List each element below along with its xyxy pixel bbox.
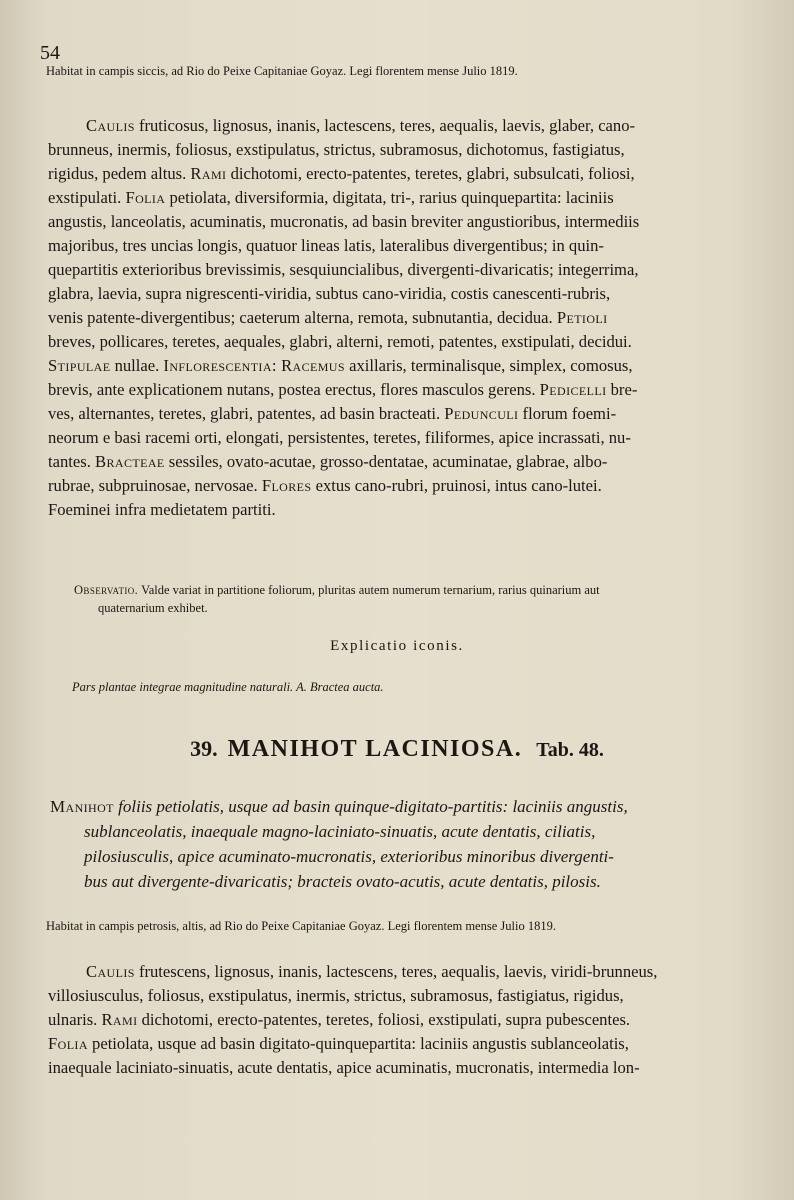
text-run: rigidus, pedem altus. bbox=[48, 164, 191, 183]
text-run: breves, pollicares, teretes, aequales, glabri, alterni, remoti, patentes, exstipulati, decidui. bbox=[48, 332, 632, 351]
text-run: brevis, ante explicationem nutans, postea erectus, flores masculos gerens. bbox=[48, 380, 540, 399]
small-caps-term: Inflorescentia: bbox=[163, 356, 277, 375]
explicatio-text: Pars plantae integrae magnitudine naturali. A. Bractea aucta. bbox=[72, 680, 384, 694]
text-run: tantes. bbox=[48, 452, 96, 471]
small-caps-term: Petioli bbox=[556, 308, 608, 327]
text-run: axillaris, terminalisque, simplex, comosus, bbox=[344, 356, 633, 375]
plate-reference: Tab. 48. bbox=[536, 739, 604, 761]
small-caps-term: Caulis bbox=[86, 962, 135, 981]
text-line bbox=[48, 498, 764, 522]
small-caps-term: Flores bbox=[261, 476, 312, 495]
text-run: ulnaris. bbox=[48, 1010, 102, 1029]
small-caps-term: Rami bbox=[190, 164, 227, 183]
text-line bbox=[48, 450, 764, 474]
text-line bbox=[48, 1032, 764, 1056]
text-line bbox=[48, 234, 764, 258]
text-run: neorum e basi racemi orti, elongati, persistentes, teretes, filiformes, apice incrassati, nu- bbox=[48, 428, 631, 447]
habitat-note-1: Habitat in campis siccis, ad Rio do Peixe Capitaniae Goyaz. Legi florentem mense Julio 1819. bbox=[46, 64, 518, 78]
text-run: quepartitis exterioribus brevissimis, sesquiuncialibus, divergenti-divaricatis; integerrima, bbox=[48, 260, 639, 279]
description-paragraph-2 bbox=[48, 960, 764, 1080]
text-line bbox=[48, 1056, 764, 1080]
text-run: fruticosus, lignosus, inanis, lactescens, teres, aequalis, laevis, glaber, cano- bbox=[134, 116, 636, 135]
text-run: petiolata, usque ad basin digitato-quinquepartita: laciniis angustis sublanceolatis, bbox=[87, 1034, 629, 1053]
text-line bbox=[48, 114, 764, 138]
text-run: venis patente-divergentibus; caeterum alterna, remota, subnutantia, decidua. bbox=[48, 308, 557, 327]
text-run: bre- bbox=[606, 380, 638, 399]
small-caps-term: Pedunculi bbox=[444, 404, 519, 423]
text-line bbox=[48, 984, 764, 1008]
text-run: sessiles, ovato-acutae, grosso-dentatae, acuminatae, glabrae, albo- bbox=[164, 452, 608, 471]
diagnosis-line: sublanceolatis, inaequale magno-laciniato-sinuatis, acute dentatis, ciliatis, bbox=[84, 822, 596, 841]
text-line bbox=[48, 282, 764, 306]
text-line bbox=[48, 210, 764, 234]
text-run: dichotomi, erecto-patentes, teretes, glabri, subsulcati, foliosi, bbox=[226, 164, 635, 183]
text-run: brunneus, inermis, foliosus, exstipulatus, strictus, subramosus, dichotomus, fastigiatus, bbox=[48, 140, 625, 159]
explicatio-heading: Explicatio iconis. bbox=[330, 638, 464, 654]
small-caps-term: Racemus bbox=[281, 356, 345, 375]
text-run: majoribus, tres uncias longis, quatuor lineas latis, lateralibus divergentibus; in quin- bbox=[48, 236, 604, 255]
small-caps-term: Folia bbox=[48, 1034, 88, 1053]
observatio-text-line-1: Valde variat in partitione foliorum, pluritas autem numerum ternarium, rarius quinarium aut bbox=[138, 583, 600, 597]
small-caps-term: Stipulae bbox=[48, 356, 111, 375]
text-run: Foeminei infra medietatem partiti. bbox=[48, 500, 276, 519]
text-line bbox=[48, 162, 764, 186]
text-run: rubrae, subpruinosae, nervosae. bbox=[48, 476, 262, 495]
observatio-label: Observatio. bbox=[74, 583, 139, 597]
diagnosis-genus: Manihot bbox=[50, 797, 114, 816]
observatio-note bbox=[74, 581, 764, 617]
species-diagnosis bbox=[50, 794, 760, 894]
small-caps-term: Caulis bbox=[86, 116, 135, 135]
text-run: nullae. bbox=[110, 356, 164, 375]
text-run: glabra, laevia, supra nigrescenti-viridia, subtus cano-viridia, costis canescenti-rubris, bbox=[48, 284, 611, 303]
text-run: petiolata, diversiformia, digitata, tri-, rarius quinquepartita: laciniis bbox=[165, 188, 614, 207]
diagnosis-line: bus aut divergente-divaricatis; bracteis ovato-acutis, acute dentatis, pilosis. bbox=[84, 872, 601, 891]
small-caps-term: Folia bbox=[125, 188, 166, 207]
species-number: 39. bbox=[190, 736, 218, 761]
text-line bbox=[48, 306, 764, 330]
small-caps-term: Pedicelli bbox=[539, 380, 607, 399]
text-run: exstipulati. bbox=[48, 188, 126, 207]
page-number: 54 bbox=[40, 42, 60, 64]
text-line bbox=[48, 474, 764, 498]
text-line bbox=[48, 354, 764, 378]
small-caps-term: Rami bbox=[101, 1010, 138, 1029]
text-line bbox=[48, 138, 764, 162]
text-run: frutescens, lignosus, inanis, lactescens, teres, aequalis, laevis, viridi-brunneus, bbox=[134, 962, 658, 981]
text-line bbox=[48, 330, 764, 354]
habitat-note-2: Habitat in campis petrosis, altis, ad Rio do Peixe Capitaniae Goyaz. Legi florentem mense Julio 1819. bbox=[46, 919, 556, 933]
diagnosis-line: pilosiusculis, apice acuminato-mucronatis, exterioribus minoribus divergenti- bbox=[84, 847, 614, 866]
text-line bbox=[48, 258, 764, 282]
text-run: angustis, lanceolatis, acuminatis, mucronatis, ad basin breviter angustioribus, intermediis bbox=[48, 212, 640, 231]
diagnosis-line: foliis petiolatis, usque ad basin quinque-digitato-partitis: laciniis angustis, bbox=[113, 797, 628, 816]
text-run: villosiusculus, foliosus, exstipulatus, inermis, strictus, subramosus, fastigiatus, rigidus, bbox=[48, 986, 624, 1005]
text-run: inaequale laciniato-sinuatis, acute dentatis, apice acuminatis, mucronatis, intermedia lon- bbox=[48, 1058, 640, 1077]
text-run: dichotomi, erecto-patentes, teretes, foliosi, exstipulati, supra pubescentes. bbox=[137, 1010, 631, 1029]
text-line bbox=[48, 426, 764, 450]
species-heading bbox=[0, 736, 794, 763]
text-line bbox=[48, 378, 764, 402]
description-paragraph-1 bbox=[48, 114, 764, 522]
text-line bbox=[48, 402, 764, 426]
text-run: florum foemi- bbox=[518, 404, 617, 423]
observatio-text-line-2: quaternarium exhibet. bbox=[98, 601, 208, 615]
small-caps-term: Bracteae bbox=[95, 452, 165, 471]
text-line bbox=[48, 960, 764, 984]
text-run: ves, alternantes, teretes, glabri, patentes, ad basin bracteati. bbox=[48, 404, 445, 423]
species-name: MANIHOT LACINIOSA. bbox=[227, 736, 523, 762]
text-line bbox=[48, 186, 764, 210]
text-run: extus cano-rubri, pruinosi, intus cano-lutei. bbox=[311, 476, 602, 495]
text-line bbox=[48, 1008, 764, 1032]
